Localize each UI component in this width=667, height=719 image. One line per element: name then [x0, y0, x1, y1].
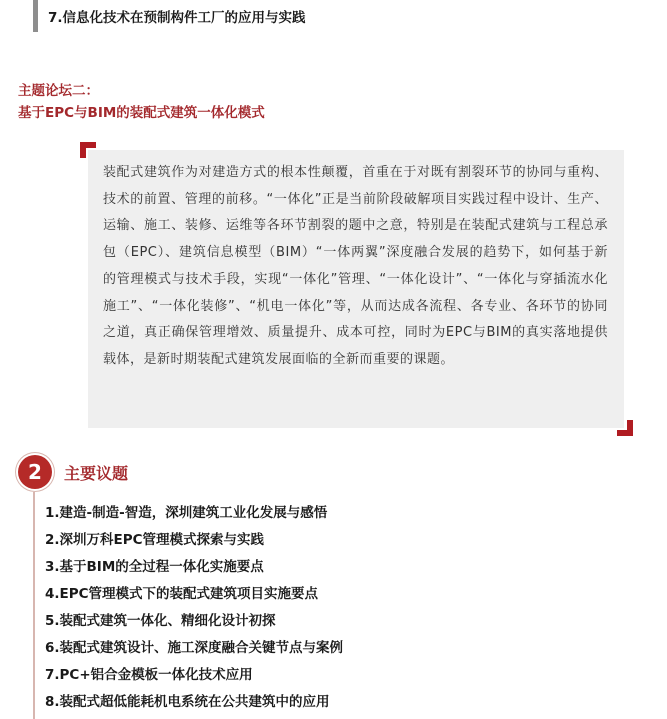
forum-label-line1: 主题论坛二： — [18, 83, 99, 99]
agenda-item: 5.装配式建筑一体化、精细化设计初探 — [45, 613, 276, 629]
section-divider-line — [33, 492, 35, 719]
forum-heading — [18, 80, 265, 124]
agenda-item: 8.装配式超低能耗机电系统在公共建筑中的应用 — [45, 694, 330, 710]
section-header — [18, 452, 128, 492]
agenda-item: 1.建造-制造-智造，深圳建筑工业化发展与感悟 — [45, 505, 328, 521]
intro-paragraph: 装配式建筑作为对建造方式的根本性颠覆，首重在于对既有割裂环节的协同与重构、技术的前置、管理的前移。“一体化”正是当前阶段破解项目实践过程中设计、生产、运输、施工、装修、运维等各环节割裂的题中之意，特别是在装配式建筑与工程总承包（EPC）、建筑信息模型（BIM）“一体两翼”深度融合发展的趋势下，如何基于新的管理模式与技术手段，实现“一体化”管理、“一体化设计”、“一体化与穿插流水化施工”、“一体化装修”、“机电一体化”等，从而达成各流程、各专业、各环节的协同之道，真正确保管理增效、质量提升、成本可控，同时为EPC与BIM的真实落地提供载体，是新时期装配式建筑发展面临的全新而重要的课题。 — [103, 165, 608, 367]
section-number-badge: 2 — [18, 455, 52, 489]
intro-quote-box — [88, 150, 624, 428]
agenda-item: 6.装配式建筑设计、施工深度融合关键节点与案例 — [45, 640, 344, 656]
agenda-item: 3.基于BIM的全过程一体化实施要点 — [45, 559, 264, 575]
agenda-list — [45, 500, 343, 716]
agenda-item: 2.深圳万科EPC管理模式探索与实践 — [45, 532, 265, 548]
quote-corner-bottom-right — [617, 420, 633, 436]
section-title: 主要议题 — [64, 463, 129, 483]
agenda-item-top: 7.信息化技术在预制构件工厂的应用与实践 — [33, 0, 306, 32]
forum-label-line2: 基于EPC与BIM的装配式建筑一体化模式 — [18, 105, 265, 121]
agenda-item: 7.PC+铝合金模板一体化技术应用 — [45, 667, 253, 683]
agenda-item: 4.EPC管理模式下的装配式建筑项目实施要点 — [45, 586, 319, 602]
